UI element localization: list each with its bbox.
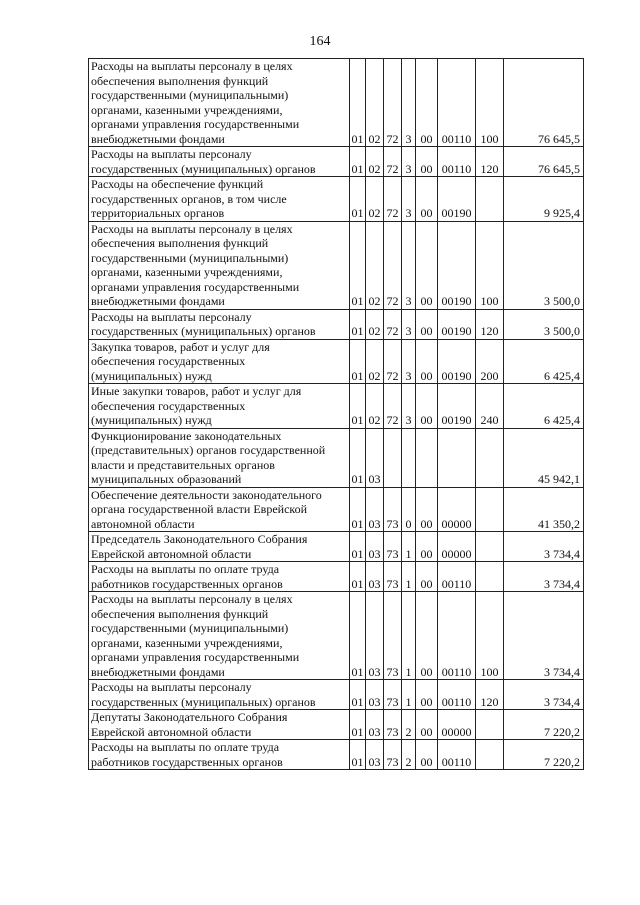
subsection-code-cell: 02: [366, 147, 384, 177]
budget-table: [88, 58, 584, 770]
activity-code-cell: 00: [416, 710, 438, 740]
subsection-code-cell: 02: [366, 384, 384, 429]
program-code-cell: 72: [384, 59, 402, 147]
expense-type-code-cell: [476, 710, 504, 740]
expense-name-line: государственных (муниципальных) органов: [91, 161, 316, 176]
section-code-cell: 01: [350, 147, 366, 177]
section-code-cell: 01: [350, 309, 366, 339]
expense-name-line: обеспечения выполнения функций: [91, 236, 269, 250]
program-code-cell: 73: [384, 710, 402, 740]
expense-name-cell: [89, 177, 350, 222]
expense-name-line: Еврейской автономной области: [91, 546, 252, 561]
expense-name-line: государственных (муниципальных) органов: [91, 694, 316, 709]
direction-code-cell: 00110: [438, 740, 476, 770]
expense-name-line: муниципальных образований: [91, 472, 242, 486]
expense-name-cell: [89, 147, 350, 177]
subprogram-code-cell: 3: [402, 384, 416, 429]
direction-code-cell: 00190: [438, 339, 476, 384]
expense-name-cell: [89, 592, 350, 680]
expense-name-cell: [89, 532, 350, 562]
expense-type-code-cell: 200: [476, 339, 504, 384]
direction-code-cell: 00190: [438, 177, 476, 222]
subprogram-code-cell: 3: [402, 177, 416, 222]
expense-name-line: государственными (муниципальными): [91, 621, 289, 635]
expense-name-line: власти и представительных органов: [91, 457, 275, 472]
expense-name-line: (представительных) органов государственной: [91, 443, 326, 457]
expense-name-cell: [89, 221, 350, 309]
direction-code-cell: 00110: [438, 562, 476, 592]
expense-name-line: государственных (муниципальных) органов: [91, 324, 316, 338]
subprogram-code-cell: 1: [402, 532, 416, 562]
amount-cell: 41 350,2: [504, 487, 584, 532]
program-code-cell: 73: [384, 740, 402, 770]
section-code-cell: 01: [350, 562, 366, 592]
expense-name-line: Расходы на выплаты по оплате труда: [91, 562, 280, 576]
program-code-cell: 72: [384, 177, 402, 222]
expense-name-line: Расходы на выплаты персоналу в целях: [91, 592, 293, 606]
table-row: [89, 384, 584, 429]
activity-code-cell: 00: [416, 562, 438, 592]
table-row: [89, 59, 584, 147]
expense-name-line: обеспечения государственных: [91, 398, 246, 413]
expense-name-line: органами, казенными учреждениями,: [91, 102, 283, 117]
amount-cell: 3 734,4: [504, 680, 584, 710]
subprogram-code-cell: 1: [402, 592, 416, 680]
amount-cell: 3 734,4: [504, 592, 584, 680]
program-code-cell: 73: [384, 562, 402, 592]
subsection-code-cell: 03: [366, 532, 384, 562]
activity-code-cell: 00: [416, 339, 438, 384]
amount-cell: 7 220,2: [504, 740, 584, 770]
program-code-cell: 73: [384, 532, 402, 562]
expense-name-line: Закупка товаров, работ и услуг для: [91, 339, 270, 354]
subsection-code-cell: 03: [366, 680, 384, 710]
section-code-cell: 01: [350, 740, 366, 770]
amount-cell: 76 645,5: [504, 59, 584, 147]
direction-code-cell: 00110: [438, 59, 476, 147]
subsection-code-cell: 03: [366, 592, 384, 680]
expense-name-line: Расходы на выплаты персоналу: [91, 680, 252, 694]
activity-code-cell: 00: [416, 740, 438, 770]
program-code-cell: 73: [384, 487, 402, 532]
expense-type-code-cell: 100: [476, 592, 504, 680]
expense-name-line: обеспечения выполнения функций: [91, 73, 269, 88]
expense-name-line: органами управления государственными: [91, 117, 300, 131]
expense-name-cell: [89, 562, 350, 592]
program-code-cell: 72: [384, 309, 402, 339]
expense-name-line: Обеспечение деятельности законодательного: [91, 487, 322, 502]
amount-cell: 9 925,4: [504, 177, 584, 222]
expense-name-cell: [89, 384, 350, 429]
section-code-cell: 01: [350, 221, 366, 309]
expense-name-cell: [89, 740, 350, 770]
activity-code-cell: [416, 428, 438, 487]
section-code-cell: 01: [350, 384, 366, 429]
expense-type-code-cell: 120: [476, 309, 504, 339]
amount-cell: 6 425,4: [504, 384, 584, 429]
table-row: [89, 221, 584, 309]
subsection-code-cell: 02: [366, 59, 384, 147]
program-code-cell: 72: [384, 147, 402, 177]
program-code-cell: 72: [384, 221, 402, 309]
activity-code-cell: 00: [416, 59, 438, 147]
section-code-cell: 01: [350, 532, 366, 562]
program-code-cell: 73: [384, 680, 402, 710]
expense-name-line: обеспечения выполнения функций: [91, 606, 269, 621]
activity-code-cell: 00: [416, 309, 438, 339]
direction-code-cell: 00110: [438, 592, 476, 680]
table-row: [89, 710, 584, 740]
section-code-cell: 01: [350, 680, 366, 710]
expense-name-line: органами управления государственными: [91, 279, 300, 294]
expense-name-cell: [89, 487, 350, 532]
section-code-cell: 01: [350, 59, 366, 147]
subprogram-code-cell: 1: [402, 562, 416, 592]
expense-name-line: (муниципальных) нужд: [91, 368, 212, 383]
expense-name-line: Расходы на выплаты персоналу: [91, 147, 252, 161]
subprogram-code-cell: 0: [402, 487, 416, 532]
direction-code-cell: [438, 428, 476, 487]
section-code-cell: 01: [350, 710, 366, 740]
table-row: [89, 740, 584, 770]
activity-code-cell: 00: [416, 592, 438, 680]
expense-name-line: (муниципальных) нужд: [91, 413, 212, 427]
subsection-code-cell: 03: [366, 487, 384, 532]
expense-name-cell: [89, 309, 350, 339]
activity-code-cell: 00: [416, 532, 438, 562]
subsection-code-cell: 03: [366, 428, 384, 487]
subsection-code-cell: 03: [366, 740, 384, 770]
expense-name-line: государственными (муниципальными): [91, 250, 289, 265]
direction-code-cell: 00110: [438, 147, 476, 177]
table-row: [89, 309, 584, 339]
activity-code-cell: 00: [416, 177, 438, 222]
section-code-cell: 01: [350, 177, 366, 222]
table-row: [89, 428, 584, 487]
expense-name-line: автономной области: [91, 516, 195, 531]
activity-code-cell: 00: [416, 221, 438, 309]
subprogram-code-cell: 3: [402, 59, 416, 147]
expense-name-line: Расходы на выплаты персоналу: [91, 309, 252, 324]
table-row: [89, 177, 584, 222]
expense-type-code-cell: [476, 177, 504, 222]
table-row: [89, 532, 584, 562]
expense-type-code-cell: [476, 532, 504, 562]
activity-code-cell: 00: [416, 384, 438, 429]
expense-type-code-cell: [476, 428, 504, 487]
activity-code-cell: 00: [416, 487, 438, 532]
amount-cell: 6 425,4: [504, 339, 584, 384]
expense-name-line: органа государственной власти Еврейской: [91, 502, 308, 516]
direction-code-cell: 00190: [438, 384, 476, 429]
section-code-cell: 01: [350, 428, 366, 487]
amount-cell: 3 500,0: [504, 221, 584, 309]
expense-name-line: Расходы на выплаты персоналу в целях: [91, 59, 293, 73]
table-row: [89, 592, 584, 680]
section-code-cell: 01: [350, 339, 366, 384]
expense-type-code-cell: [476, 562, 504, 592]
table-row: [89, 487, 584, 532]
direction-code-cell: 00110: [438, 680, 476, 710]
subsection-code-cell: 02: [366, 177, 384, 222]
subsection-code-cell: 02: [366, 309, 384, 339]
direction-code-cell: 00000: [438, 532, 476, 562]
expense-name-line: Председатель Законодательного Собрания: [91, 532, 308, 546]
expense-type-code-cell: [476, 487, 504, 532]
expense-name-cell: [89, 680, 350, 710]
expense-name-line: обеспечения государственных: [91, 354, 246, 368]
expense-name-line: работников государственных органов: [91, 576, 283, 591]
direction-code-cell: 00190: [438, 309, 476, 339]
expense-name-cell: [89, 710, 350, 740]
expense-name-line: Функционирование законодательных: [91, 428, 282, 443]
subsection-code-cell: 02: [366, 221, 384, 309]
subprogram-code-cell: 1: [402, 680, 416, 710]
amount-cell: 3 734,4: [504, 562, 584, 592]
expense-name-line: внебюджетными фондами: [91, 294, 225, 308]
expense-name-line: органами, казенными учреждениями,: [91, 265, 283, 279]
expense-name-line: Расходы на выплаты по оплате труда: [91, 740, 280, 754]
amount-cell: 45 942,1: [504, 428, 584, 487]
expense-name-line: работников государственных органов: [91, 754, 283, 769]
amount-cell: 3 500,0: [504, 309, 584, 339]
subsection-code-cell: 03: [366, 562, 384, 592]
program-code-cell: [384, 428, 402, 487]
expense-name-cell: [89, 428, 350, 487]
subsection-code-cell: 03: [366, 710, 384, 740]
expense-type-code-cell: 120: [476, 680, 504, 710]
expense-name-line: Еврейской автономной области: [91, 724, 252, 739]
activity-code-cell: 00: [416, 147, 438, 177]
subprogram-code-cell: 2: [402, 740, 416, 770]
page-number: 164: [309, 34, 331, 49]
expense-name-line: внебюджетными фондами: [91, 131, 225, 146]
table-row: [89, 562, 584, 592]
direction-code-cell: 00190: [438, 221, 476, 309]
expense-type-code-cell: 240: [476, 384, 504, 429]
subprogram-code-cell: [402, 428, 416, 487]
subprogram-code-cell: 2: [402, 710, 416, 740]
subprogram-code-cell: 3: [402, 339, 416, 384]
program-code-cell: 72: [384, 384, 402, 429]
expense-type-code-cell: 120: [476, 147, 504, 177]
amount-cell: 76 645,5: [504, 147, 584, 177]
expense-name-line: Иные закупки товаров, работ и услуг для: [91, 384, 302, 398]
expense-name-line: Расходы на выплаты персоналу в целях: [91, 221, 293, 236]
subsection-code-cell: 02: [366, 339, 384, 384]
direction-code-cell: 00000: [438, 710, 476, 740]
subprogram-code-cell: 3: [402, 221, 416, 309]
table-row: [89, 339, 584, 384]
expense-type-code-cell: 100: [476, 221, 504, 309]
program-code-cell: 73: [384, 592, 402, 680]
table-row: [89, 147, 584, 177]
expense-name-line: государственными (муниципальными): [91, 88, 289, 102]
direction-code-cell: 00000: [438, 487, 476, 532]
section-code-cell: 01: [350, 487, 366, 532]
expense-name-line: государственных органов, в том числе: [91, 191, 287, 206]
amount-cell: 7 220,2: [504, 710, 584, 740]
expense-name-line: Расходы на обеспечение функций: [91, 177, 264, 191]
expense-name-cell: [89, 339, 350, 384]
expense-name-line: органами управления государственными: [91, 650, 300, 664]
subprogram-code-cell: 3: [402, 147, 416, 177]
budget-table-body: [89, 59, 584, 770]
expense-name-line: Депутаты Законодательного Собрания: [91, 710, 288, 724]
section-code-cell: 01: [350, 592, 366, 680]
amount-cell: 3 734,4: [504, 532, 584, 562]
expense-name-line: территориальных органов: [91, 206, 225, 220]
expense-name-line: органами, казенными учреждениями,: [91, 635, 283, 650]
expense-type-code-cell: [476, 740, 504, 770]
expense-type-code-cell: 100: [476, 59, 504, 147]
subprogram-code-cell: 3: [402, 309, 416, 339]
expense-name-cell: [89, 59, 350, 147]
activity-code-cell: 00: [416, 680, 438, 710]
expense-name-line: внебюджетными фондами: [91, 664, 225, 679]
table-row: [89, 680, 584, 710]
program-code-cell: 72: [384, 339, 402, 384]
